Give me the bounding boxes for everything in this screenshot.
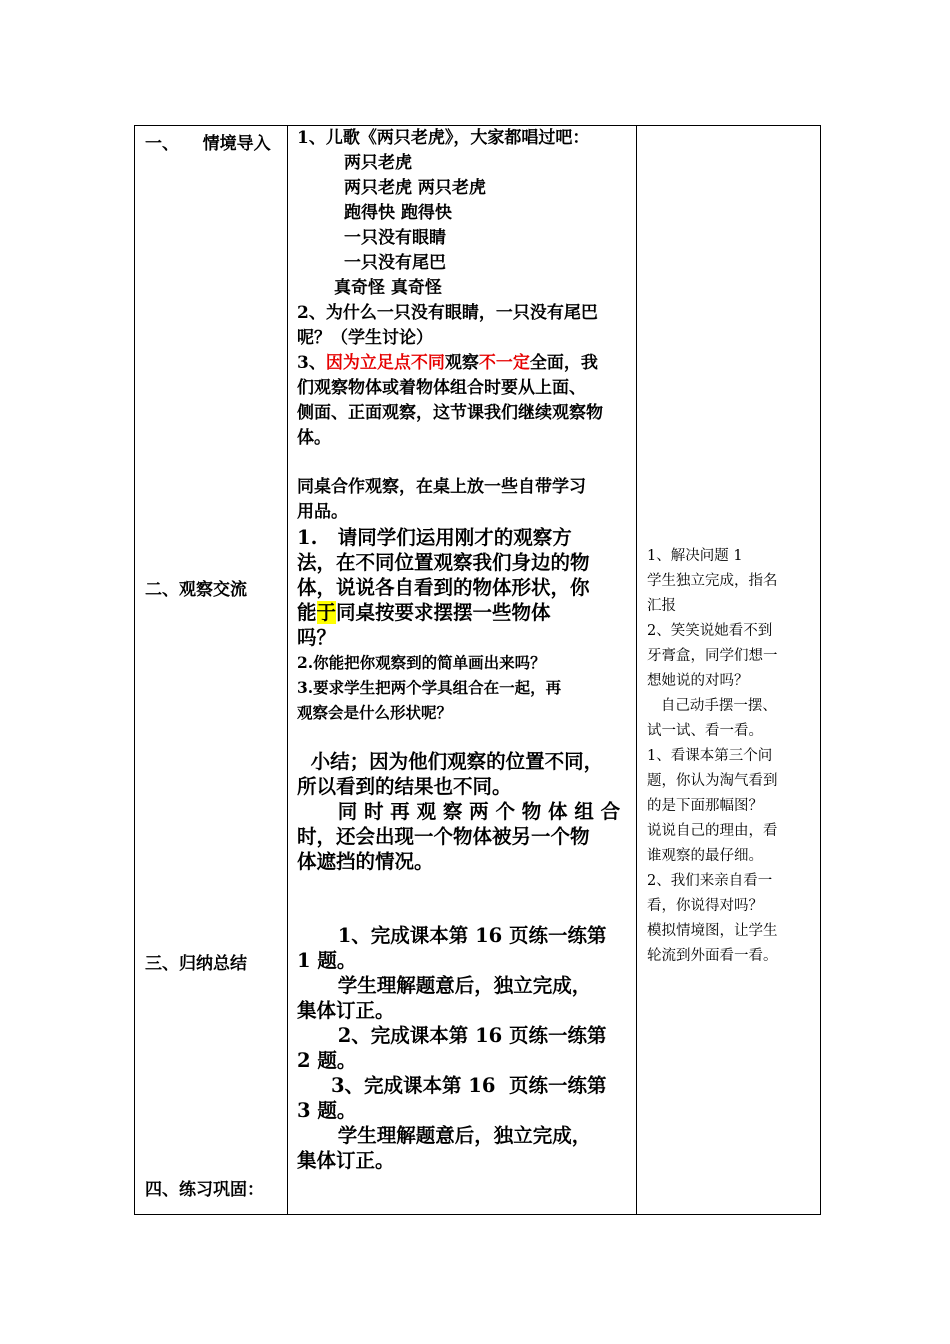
activity-line: 体，说说各自看到的物体形状，你 xyxy=(297,576,590,599)
red-text: 不一定 xyxy=(478,353,530,373)
summary-line: 小结；因为他们观察的位置不同， xyxy=(297,750,604,773)
activity-line: 1. 请同学们运用刚才的观察方 xyxy=(297,526,572,549)
text-run: 能 xyxy=(297,601,317,624)
section-label-practice: 四、练习巩固： xyxy=(145,1180,264,1200)
note-line: 2、我们来亲自看一 xyxy=(647,873,773,889)
text-run: 全面，我 xyxy=(529,353,598,373)
note-line: 想她说的对吗？ xyxy=(647,673,749,689)
exercise-line: 1、完成课本第 16 页练一练第 xyxy=(297,924,607,947)
song-line: 一只没有眼睛 xyxy=(344,228,446,248)
intro-line: 1、儿歌《两只老虎》，大家都唱过吧： xyxy=(297,128,590,148)
activity-line: 吗？ xyxy=(297,626,337,649)
activity-line xyxy=(297,600,551,625)
text-run: 3、 xyxy=(297,353,326,373)
question-line: 侧面、正面观察，这节课我们继续观察物 xyxy=(297,403,603,423)
activity-line: 用品。 xyxy=(297,502,348,522)
exercise-line: 3、完成课本第 16 页练一练第 xyxy=(297,1074,607,1097)
note-line: 轮流到外面看一看。 xyxy=(647,948,778,964)
note-line: 学生独立完成，指名 xyxy=(647,573,778,589)
notes-column xyxy=(637,126,821,1214)
summary-line: 同 时 再 观 察 两 个 物 体 组 合 xyxy=(297,800,621,823)
note-line: 汇报 xyxy=(647,598,676,614)
note-line: 牙膏盒，同学们想一 xyxy=(647,648,778,664)
song-line: 两只老虎 两只老虎 xyxy=(344,178,486,198)
section-column xyxy=(135,126,287,1214)
summary-line: 体遮挡的情况。 xyxy=(297,850,434,873)
exercise-line: 1 题。 xyxy=(297,949,357,972)
activity-line: 观察会是什么形状呢？ xyxy=(297,703,453,722)
summary-line: 所以看到的结果也不同。 xyxy=(297,775,512,798)
summary-line: 时，还会出现一个物体被另一个物 xyxy=(297,825,590,848)
exercise-line: 3 题。 xyxy=(297,1099,357,1122)
question-line: 体。 xyxy=(297,428,331,448)
content-column xyxy=(288,126,636,1214)
song-line: 一只没有尾巴 xyxy=(344,253,446,273)
note-line: 的是下面那幅图？ xyxy=(647,798,763,814)
note-line: 说说自己的理由，看 xyxy=(647,823,778,839)
red-text: 因为立足点不同 xyxy=(325,353,445,373)
activity-line: 同桌合作观察，在桌上放一些自带学习 xyxy=(297,477,586,497)
note-line: 自己动手摆一摆、 xyxy=(647,698,777,714)
activity-line: 2.你能把你观察到的简单画出来吗？ xyxy=(297,653,546,672)
note-line: 谁观察的最仔细。 xyxy=(647,848,763,864)
exercise-line: 2、完成课本第 16 页练一练第 xyxy=(297,1024,607,1047)
question-line xyxy=(297,351,598,376)
question-line: 呢？（学生讨论） xyxy=(297,328,433,348)
note-line: 1、解决问题 1 xyxy=(647,548,743,564)
question-line: 们观察物体或着物体组合时要从上面、 xyxy=(297,378,586,398)
song-line: 两只老虎 xyxy=(344,153,412,173)
activity-line: 3.要求学生把两个学具组合在一起，再 xyxy=(297,678,562,697)
note-line: 2、笑笑说她看不到 xyxy=(647,623,773,639)
activity-line: 法，在不同位置观察我们身边的物 xyxy=(297,551,590,574)
text-run: 观察 xyxy=(444,353,479,373)
lesson-plan-table xyxy=(134,125,821,1215)
note-line: 模拟情境图，让学生 xyxy=(647,923,778,939)
exercise-line: 学生理解题意后，独立完成， xyxy=(297,974,592,997)
question-line: 2、为什么一只没有眼睛，一只没有尾巴 xyxy=(297,303,598,323)
text-run: 同桌按要求摆摆一些物体 xyxy=(336,601,551,624)
section-label-intro: 一、 情境导入 xyxy=(145,134,271,154)
note-line: 1、看课本第三个问 xyxy=(647,748,773,764)
note-line: 试一试、看一看。 xyxy=(647,723,763,739)
section-label-summary: 三、归纳总结 xyxy=(145,954,247,974)
exercise-line: 集体订正。 xyxy=(297,999,395,1022)
song-line: 跑得快 跑得快 xyxy=(344,203,452,223)
exercise-line: 2 题。 xyxy=(297,1049,357,1072)
note-line: 题，你认为淘气看到 xyxy=(647,773,778,789)
highlighted-text: 于 xyxy=(316,601,337,624)
exercise-line: 学生理解题意后，独立完成， xyxy=(297,1124,592,1147)
song-line: 真奇怪 真奇怪 xyxy=(334,278,442,298)
section-label-observe: 二、观察交流 xyxy=(145,580,247,600)
note-line: 看，你说得对吗？ xyxy=(647,898,763,914)
exercise-line: 集体订正。 xyxy=(297,1149,395,1172)
